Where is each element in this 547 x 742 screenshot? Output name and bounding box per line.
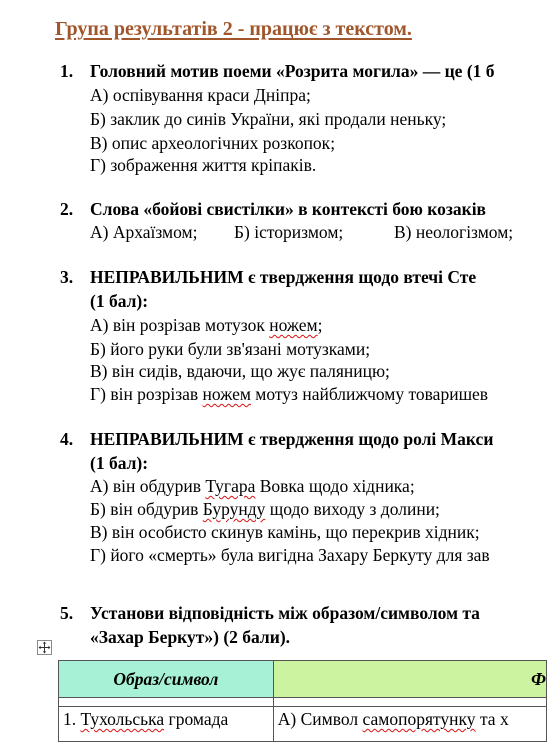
question-2-option-c: В) неологізмом;: [394, 222, 514, 242]
question-2-text: Слова «бойові свистілки» в контексті бою козаків: [90, 199, 487, 219]
question-4-option-a: А) він обдурив Тугара Вовка щодо хідника;: [90, 476, 415, 496]
question-1-option-a: А) оспівування краси Дніпра;: [90, 85, 311, 105]
question-5-text: Установи відповідність між образом/символом та: [90, 603, 480, 623]
question-1-number: 1.: [60, 61, 74, 81]
question-4-option-d: Г) його «смерть» була вигідна Захару Беркуту для зав: [90, 545, 490, 565]
question-1-text: Головний мотив поеми «Розрита могила» — це (1 б: [90, 61, 495, 81]
table-move-handle-icon[interactable]: [37, 640, 52, 655]
table-header-row: [59, 661, 547, 698]
question-3-score: (1 бал):: [90, 291, 149, 311]
question-3-option-a: А) він розрізав мотузок ножем;: [90, 315, 323, 335]
question-4-text: НЕПРАВИЛЬНИМ є твердження щодо ролі Макси: [90, 429, 494, 449]
question-1-option-b: Б) заклик до синів України, які продали неньку;: [90, 109, 447, 129]
question-4-score: (1 бал):: [90, 453, 149, 473]
question-3-option-c: В) він сидів, вдаючи, що жує паляницю;: [90, 361, 390, 381]
matching-table: [58, 660, 547, 742]
question-3-option-b: Б) його руки були зв'язані мотузками;: [90, 339, 371, 359]
question-1-option-c: В) опис археологічних розкопок;: [90, 133, 336, 153]
question-4-number: 4.: [60, 429, 74, 449]
question-5-text-continued: «Захар Беркут») (2 бали).: [90, 627, 291, 647]
table-spacer-row: [59, 698, 547, 707]
question-2-number: 2.: [60, 199, 74, 219]
table-row: [59, 707, 547, 742]
question-2-option-a: А) Архаїзмом;: [90, 222, 198, 242]
question-3-text: НЕПРАВИЛЬНИМ є твердження щодо втечі Сте: [90, 267, 477, 287]
table-header-image-symbol: Образ/символ: [59, 661, 274, 698]
question-5-number: 5.: [60, 603, 74, 623]
question-1-option-d: Г) зображення життя кріпаків.: [90, 155, 317, 175]
question-3-number: 3.: [60, 267, 74, 287]
table-cell-function: А) Символ самопорятунку та х: [273, 707, 546, 742]
question-4-option-b: Б) він обдурив Бурунду щодо виходу з долини;: [90, 499, 440, 519]
question-2-option-b: Б) історизмом;: [234, 222, 344, 242]
table-cell-image: 1. Тухольська громада: [59, 707, 274, 742]
table-header-function: Ф: [273, 661, 546, 698]
page-title: Група результатів 2 - працює з текстом.: [55, 18, 412, 40]
question-3-option-d: Г) він розрізав ножем мотуз найближчому товаришев: [90, 384, 489, 404]
question-4-option-c: В) він особисто скинув камінь, що перекрив хідник;: [90, 522, 480, 542]
